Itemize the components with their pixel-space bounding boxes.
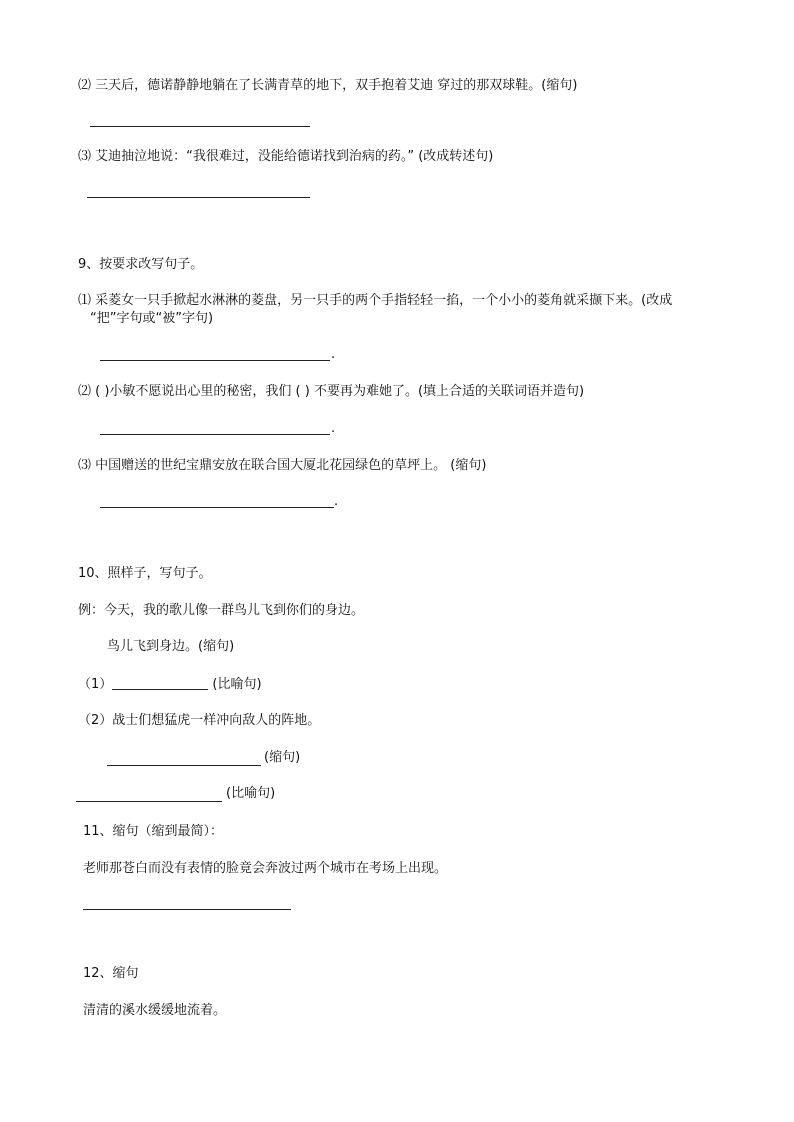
answer-blank-10-1 xyxy=(112,675,208,690)
question-10-2-hint-b: (比喻句) xyxy=(226,786,276,801)
question-10-1-hint: (比喻句) xyxy=(212,677,262,692)
question-9-1-line-1: ⑴ 采菱女一只手掀起水淋淋的菱盘，另一只手的两个手指轻轻一掐，一个小小的菱角就采撷下来。(改成 xyxy=(78,293,673,308)
question-10-2-hint-a: (缩句) xyxy=(264,750,301,765)
question-9-1-line-2: “把”字句或“被”字句) xyxy=(90,311,214,326)
period-9-3: . xyxy=(334,494,339,509)
question-11-text: 老师那苍白而没有表情的脸竟会奔波过两个城市在考场上出现。 xyxy=(83,861,448,876)
question-8-2: ⑵ 三天后，德诺静静地躺在了长满青草的地下，双手抱着艾迪 穿过的那双球鞋。(缩句) xyxy=(78,78,578,93)
question-12-text: 清清的溪水缓缓地流着。 xyxy=(83,1003,227,1018)
answer-line-8-2 xyxy=(90,126,310,127)
answer-line-11 xyxy=(83,909,291,910)
question-10-example-answer: 鸟儿飞到身边。(缩句) xyxy=(107,639,235,654)
question-11-title: 11、缩句（缩到最简）： xyxy=(83,824,224,839)
question-10-1 xyxy=(78,675,262,694)
answer-line-9-3 xyxy=(100,507,334,508)
question-10-example: 例：今天，我的歌儿像一群鸟儿飞到你们的身边。 xyxy=(78,603,365,618)
answer-line-10-2-a xyxy=(107,765,261,766)
question-9-title: 9、按要求改写句子。 xyxy=(78,257,204,272)
answer-line-9-1 xyxy=(100,360,330,361)
question-10-1-number: （1） xyxy=(78,677,113,692)
question-9-3: ⑶ 中国赠送的世纪宝鼎安放在联合国大厦北花园绿色的草坪上。 (缩句) xyxy=(78,458,487,473)
answer-line-10-2-b xyxy=(76,801,222,802)
question-9-2: ⑵ ( )小敏不愿说出心里的秘密，我们 ( ) 不要再为难她了。(填上合适的关联词语并造句) xyxy=(78,384,585,399)
question-10-title: 10、照样子，写句子。 xyxy=(78,566,212,581)
period-9-2: . xyxy=(331,421,336,436)
answer-line-9-2 xyxy=(100,434,330,435)
question-10-2: （2）战士们想猛虎一样冲向敌人的阵地。 xyxy=(78,713,321,728)
period-9-1: . xyxy=(331,347,336,362)
question-8-3: ⑶ 艾迪抽泣地说：“我很难过，没能给德诺找到治病的药。” (改成转述句) xyxy=(78,149,494,164)
answer-line-8-3 xyxy=(87,197,310,198)
question-12-title: 12、缩句 xyxy=(83,966,139,981)
